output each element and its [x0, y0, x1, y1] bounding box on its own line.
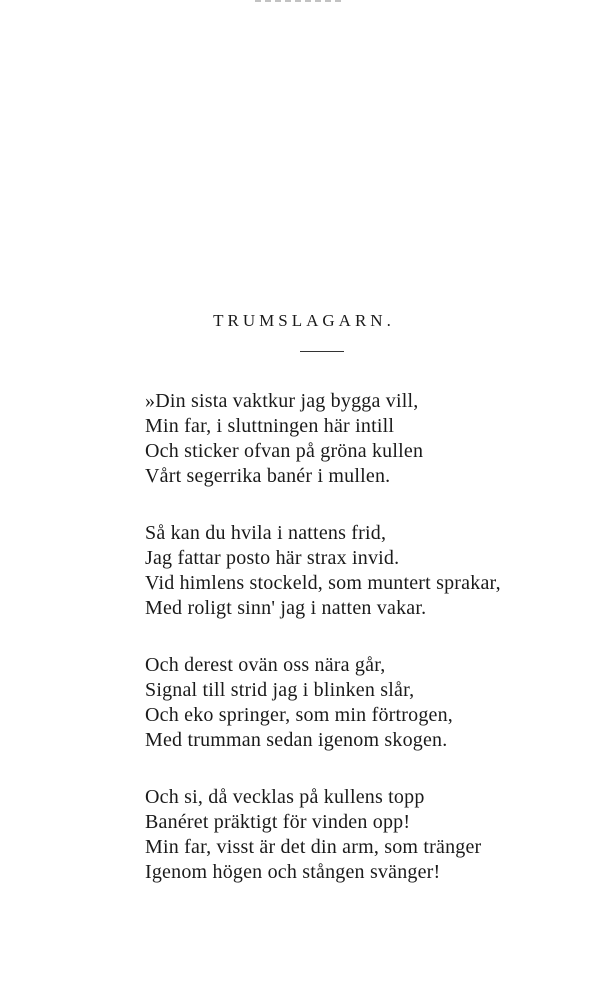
- poem-line: Min far, i sluttningen här intill: [145, 415, 395, 437]
- title-divider: [300, 351, 344, 352]
- poem-line: Och eko springer, som min förtrogen,: [145, 704, 454, 726]
- stanza-4: [145, 785, 575, 885]
- poem-line: »Din sista vaktkur jag bygga vill,: [145, 390, 419, 412]
- stanza-3: [145, 653, 575, 753]
- poem-body: [145, 389, 575, 917]
- stanza-2: [145, 521, 575, 621]
- poem-line: Banéret präktigt för vinden opp!: [145, 811, 411, 833]
- poem-line: Och sticker ofvan på gröna kullen: [145, 440, 424, 462]
- stanza-1: [145, 389, 575, 489]
- poem-line: Med trumman sedan igenom skogen.: [145, 729, 448, 751]
- poem-line: Med roligt sinn' jag i natten vakar.: [145, 597, 427, 619]
- poem-line: Och derest ovän oss nära går,: [145, 654, 386, 676]
- poem-title: TRUMSLAGARN.: [213, 311, 395, 331]
- top-edge-mark: [255, 0, 345, 2]
- poem-line: Signal till strid jag i blinken slår,: [145, 679, 415, 701]
- poem-line: Jag fattar posto här strax invid.: [145, 547, 400, 569]
- poem-line: Så kan du hvila i nattens frid,: [145, 522, 387, 544]
- poem-line: Och si, då vecklas på kullens topp: [145, 786, 425, 808]
- poem-line: Min far, visst är det din arm, som tränger: [145, 836, 482, 858]
- poem-line: Vid himlens stockeld, som muntert sprakar,: [145, 572, 501, 594]
- poem-line: Vårt segerrika banér i mullen.: [145, 465, 391, 487]
- poem-line: Igenom högen och stången svänger!: [145, 861, 441, 883]
